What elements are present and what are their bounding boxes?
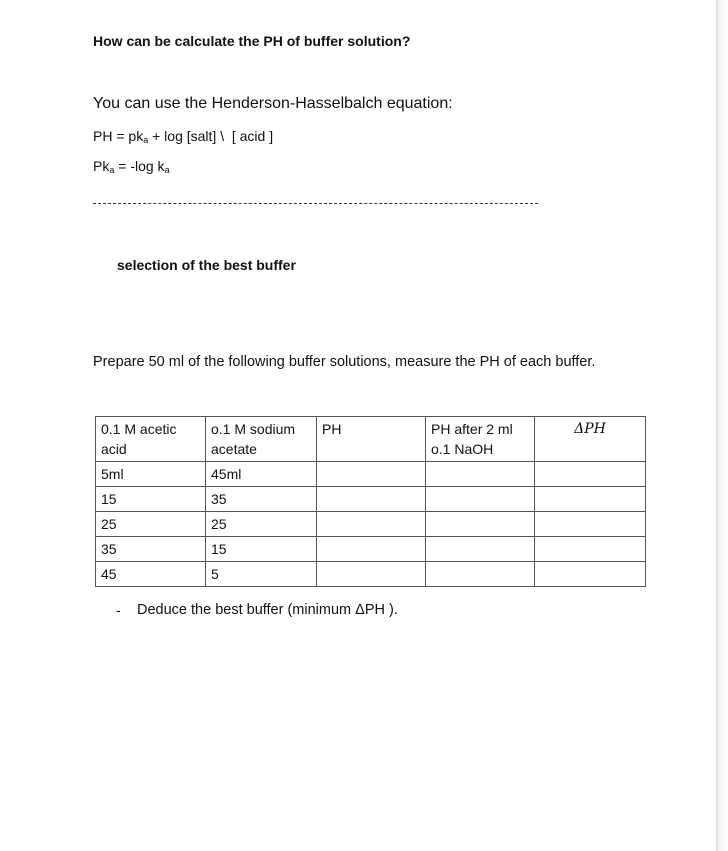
cell [317, 462, 426, 487]
dashed-divider [93, 203, 538, 204]
table-header-row [96, 417, 646, 462]
intro-text: You can use the Henderson-Hasselbalch equation: [93, 95, 453, 112]
cell: 15 [96, 487, 206, 512]
cell [317, 512, 426, 537]
cell [535, 562, 646, 587]
header-cell: o.1 M sodium acetate [206, 417, 317, 462]
cell: 5 [206, 562, 317, 587]
cell [317, 562, 426, 587]
cell: 35 [96, 537, 206, 562]
buffer-table [95, 416, 646, 587]
table-row [96, 562, 646, 587]
eq2-sub: a [109, 165, 115, 175]
equation-pka [93, 158, 170, 175]
header-cell: 0.1 M acetic acid [96, 417, 206, 462]
cell: 45ml [206, 462, 317, 487]
eq1-part: PH = pk [93, 128, 144, 144]
cell: 25 [206, 512, 317, 537]
equation-ph [93, 128, 273, 145]
cell [426, 512, 535, 537]
cell [535, 487, 646, 512]
eq2-part: = -log k [114, 158, 165, 174]
instruction-text: Prepare 50 ml of the following buffer solutions, measure the PH of each buffer. [93, 354, 596, 370]
question-heading: How can be calculate the PH of buffer solution? [93, 33, 411, 49]
cell [535, 462, 646, 487]
cell [535, 512, 646, 537]
header-cell: PH after 2 ml o.1 NaOH [426, 417, 535, 462]
eq2-part: Pk [93, 158, 110, 174]
cell: 35 [206, 487, 317, 512]
header-cell: ΔPH [535, 417, 646, 462]
table-row [96, 537, 646, 562]
table-row [96, 487, 646, 512]
section-title: selection of the best buffer [117, 257, 296, 273]
header-cell: PH [317, 417, 426, 462]
deduce-text: Deduce the best buffer (minimum ΔPH ). [137, 602, 398, 618]
cell [317, 537, 426, 562]
cell [426, 537, 535, 562]
cell: 25 [96, 512, 206, 537]
eq1-sub: a [143, 135, 149, 145]
eq1-part: + log [salt] \ [ acid ] [148, 128, 274, 144]
table-row [96, 462, 646, 487]
cell: 45 [96, 562, 206, 587]
cell [535, 537, 646, 562]
cell [426, 462, 535, 487]
cell: 5ml [96, 462, 206, 487]
cell [317, 487, 426, 512]
cell [426, 562, 535, 587]
table-row [96, 512, 646, 537]
bullet-marker: - [116, 602, 121, 618]
page-edge [716, 0, 728, 851]
eq2-sub: a [164, 165, 170, 175]
cell: 15 [206, 537, 317, 562]
cell [426, 487, 535, 512]
